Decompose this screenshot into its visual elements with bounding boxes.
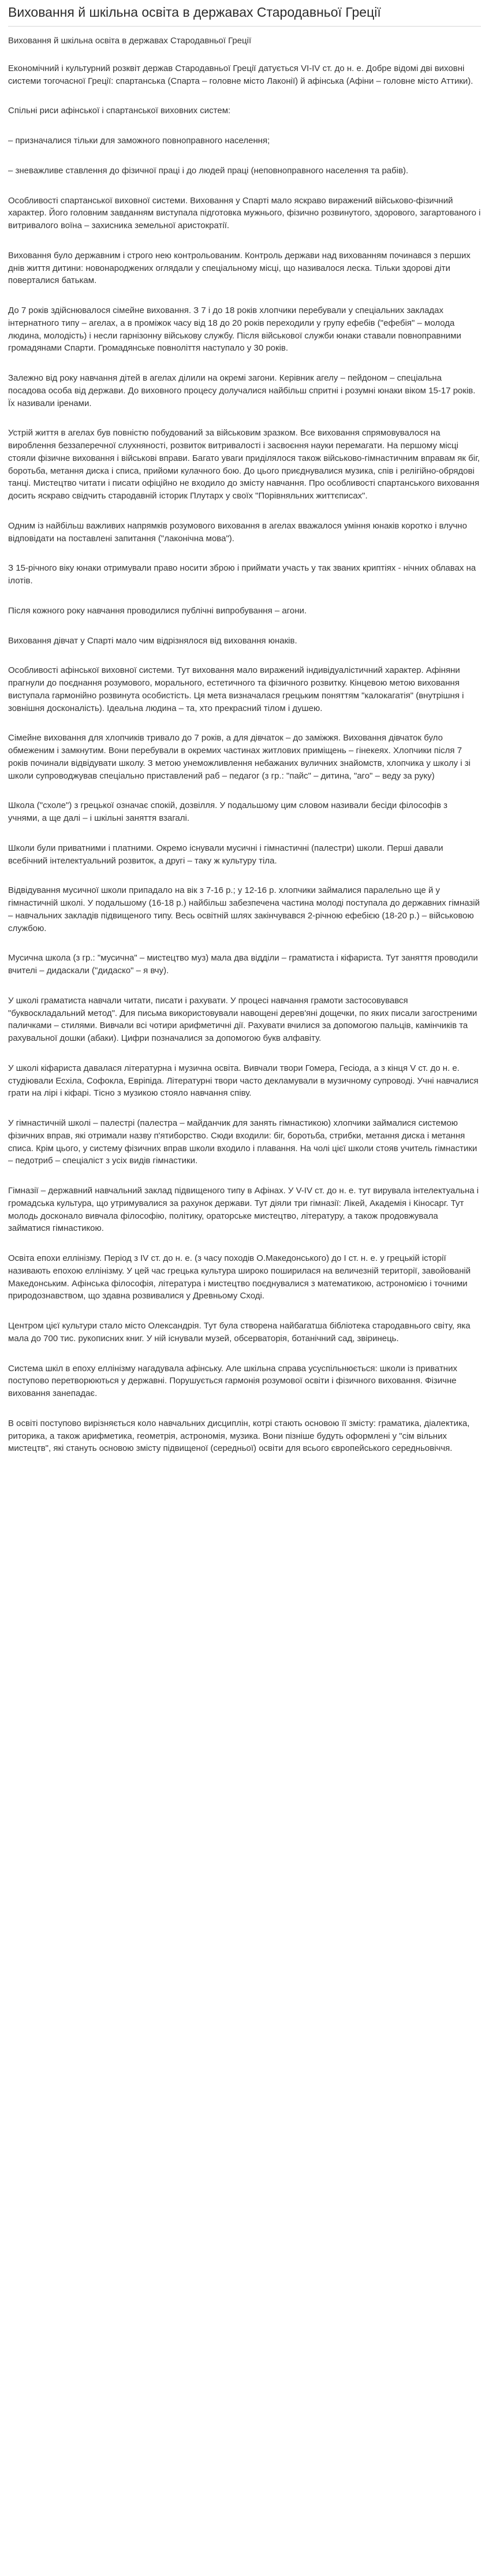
page-title: Виховання й шкільна освіта в державах Стародавньої Греції — [8, 3, 481, 27]
paragraph: Школи були приватними і платними. Окремо існували мусичні і гімнастичні (палестри) школи. Перші давали всебічний інтелектуальний розвиток, а другі – таку ж культуру тіла. — [8, 843, 443, 866]
article-body — [8, 62, 481, 1455]
paragraph: Виховання було державним і строго нею контрольованим. Контроль держави над вихованням починався з перших днів життя дитини: новонароджених оглядали у спеціальному місці, що називалося леска. Тільки здорові діти поверталися батькам. — [8, 250, 471, 286]
paragraph: Після кожного року навчання проводилися публічні випробування – агони. — [8, 605, 307, 616]
paragraph: Особливості спартанської виховної системи. Виховання у Спарті мало яскраво виражений військово-фізичний характер. Його головним завданням виступала підготовка мужнього, фізично розвинутого, здорового, загартованого і витривалого воїна – захисника земельної аристократії. — [8, 195, 481, 231]
paragraph: Центром цієї культури стало місто Олександрія. Тут була створена найбагатша бібліотека стародавнього світу, яка мала до 700 тис. рукописних книг. У ній існували музей, обсерваторія, ботанічний сад, звіринець. — [8, 1321, 471, 1343]
paragraph: – зневажливе ставлення до фізичної праці і до людей праці (неповноправного населення та рабів). — [8, 165, 409, 176]
paragraph: У гімнастичній школі – палестрі (палестра – майданчик для занять гімнастикою) хлопчики займалися системою фізичних вправ, які отримали назву п'ятиборство. Сюди входили: біг, боротьба, стрибки, метання диска і метання списа. Крім цього, у систему фізичних вправ школи входило і плавання. На чолі цієї школи стояв учитель гімнастики – педотриб – спеціаліст з усіх видів гімнастики. — [8, 1118, 477, 1166]
paragraph: Мусична школа (з гр.: "мусична" – мистецтво муз) мала два відділи – граматиста і кіфариста. Тут заняття проводили вчителі – дидаскали ("дидаско" – я вчу). — [8, 953, 478, 976]
paragraph: Сімейне виховання для хлопчиків тривало до 7 років, а для дівчаток – до заміжжя. Виховання дівчаток було обмеженим і замкнутим. Вони перебували в окремих частинах житлових приміщень – гінекеях. Хлопчики після 7 років починали відвідувати школу. З метою унеможливлення небажаних вуличних знайомств, хлопчика у школу і зі школи супроводжував спеціально приставлений раб – педагог (з гр.: "пайс" – дитина, "аго" – веду за руку) — [8, 733, 471, 781]
paragraph: Система шкіл в епоху еллінізму нагадувала афінську. Але шкільна справа усуспільнюється: школи із приватних поступово перетворюються у державні. Порушується гармонія розумової освіти і фізичного виховання. Фізичне виховання занепадає. — [8, 1363, 457, 1399]
paragraph: Освіта епохи еллінізму. Період з IV ст. до н. е. (з часу походів О.Македонського) до І ст. н. е. у грецькій історії називають епохою еллінізму. У цей час грецька культура широко поширилася на величезній території, завойованій Македонським. Афінська філософія, література і мистецтво поєднувалися з математикою, астрономією і точними природознавством, що здавна розвивалися у Древньому Сході. — [8, 1253, 471, 1301]
paragraph: У школі кіфариста давалася літературна і музична освіта. Вивчали твори Гомера, Гесіода, а з кінця V ст. до н. е. студіювали Есхіла, Софокла, Евріпіда. Літературні твори часто декламували в музичному супроводі. Учні навчалися грати на лірі і кіфарі. Тісно з музикою стояло навчання співу. — [8, 1063, 479, 1099]
paragraph: Спільні риси афінської і спартанської виховних систем: — [8, 106, 231, 116]
paragraph: Залежно від року навчання дітей в агелах ділили на окремі загони. Керівник агелу – пейдоном – спеціальна посадова особа від держави. До виховного процесу долучалися найбільш спритні і розумні юнаки віком 15-17 років. Їх називали іренами. — [8, 373, 476, 408]
paragraph: З 15-річного віку юнаки отримували право носити зброю і приймати участь у так званих криптіях - нічних облавах на ілотів. — [8, 563, 476, 586]
paragraph: Відвідування мусичної школи припадало на вік з 7-16 р.; у 12-16 р. хлопчики займалися паралельно ще й у гімнастичній школі. У подальшому (16-18 р.) найбільш забезпечена частина молоді поступала до державних гімназій – навчальних закладів підвищеного типу. Весь освітній шлях закінчувався 2-річною ефебією (18-20 р.) – військовою службою. — [8, 885, 480, 933]
paragraph: Школа ("схоле") з грецької означає спокій, дозвілля. У подальшому цим словом називали бесіди філософів з учнями, а ще далі – і шкільні заняття взагалі. — [8, 801, 448, 824]
paragraph: Устрій життя в агелах був повністю побудований за військовим зразком. Все виховання спрямовувалося на вироблення беззаперечної слухняності, розвиток витривалості і засвоєння науки перемагати. На першому місці стояли фізичне виховання і військові вправи. Багато уваги приділялося також військово-гімнастичним вправам як біг, боротьба, метання диска і списа, прийоми кулачного бою. До цього приєднувалися музика, спів і релігійно-обрядові танці. Мистецтво читати і писати офіційно не входило до змісту навчання. Про особливості спартанського виховання досить яскраво свідчить стародавній історик Плутарх у своїх "Порівняльних життєписах". — [8, 428, 480, 501]
paragraph: Одним із найбільш важливих напрямків розумового виховання в агелах вважалося уміння юнаків коротко і влучно відповідати на поставлені запитання ("лаконічна мова"). — [8, 520, 467, 544]
paragraph: В освіті поступово вирізняється коло навчальних дисциплін, котрі стають основою її змісту: граматика, діалектика, риторика, а також арифметика, геометрія, астрономія, музика. Вони пізніше будуть оформлені у "сім вільних мистецтв", які стануть основою змісту підвищеної (середньої) освіти для всього європейського середньовіччя. — [8, 1418, 470, 1454]
paragraph: До 7 років здійснювалося сімейне виховання. З 7 і до 18 років хлопчики перебували у спеціальних закладах інтернатного типу – агелах, а в проміжок часу від 18 до 20 років переходили у групу ефебів ("ефебія" – молода людина, молодість) і несли гарнізонну військову службу. Після військової служби юнаки ставали повноправними громадянами Спарти. Громадянське повноліття наступало у 30 років. — [8, 306, 461, 353]
paragraph: Виховання дівчат у Спарті мало чим відрізнялося від виховання юнаків. — [8, 635, 297, 646]
paragraph: – призначалися тільки для заможного повноправного населення; — [8, 136, 270, 146]
paragraph: Гімназії – державний навчальний заклад підвищеного типу в Афінах. У V-IV ст. до н. е. тут вирувала інтелектуальна і громадська культура, що утримувалися за рахунок держави. Тут діяли три гімназії: Лікей, Академія і Кіносарг. Тут молодь досконало вивчала філософію, політику, ораторське мистецтво, літературу, а також продовжувала займатися гімнастикою. — [8, 1186, 479, 1234]
paragraph: Особливості афінської виховної системи. Тут виховання мало виражений індивідуалістичний характер. Афіняни прагнули до поєднання розумового, морального, естетичного та фізичного розвитку. Кінцевою метою виховання виступала гармонійно розвинута особистість. Ця мета визначалася грецьким поняттям "калокагатія" (внутрішня і зовнішня досконалість). Ідеальна людина – та, хто прекрасний тілом і душею. — [8, 665, 464, 713]
paragraph: Економічний і культурний розквіт держав Стародавньої Греції датується VI-IV ст. до н. е. Добре відомі дві виховні системи тогочасної Греції: спартанська (Спарта – головне місто Лаконії) й афінська (Афіни – головне місто Аттики). — [8, 63, 473, 86]
paragraph: У школі граматиста навчали читати, писати і рахувати. У процесі навчання грамоти застосовувався "буквоскладальний метод". Для письма використовували навощені дерев'яні дощечки, по яких писали загостреними паличками – стилями. Вивчали всі чотири арифметичні дії. Рахувати вчилися за допомогою пальців, камінчиків та рахувальної дошки (абаки). Цифри позначалися за допомогою букв алфавіту. — [8, 995, 477, 1044]
page-subtitle: Виховання й шкільна освіта в державах Стародавньої Греції — [8, 36, 252, 46]
